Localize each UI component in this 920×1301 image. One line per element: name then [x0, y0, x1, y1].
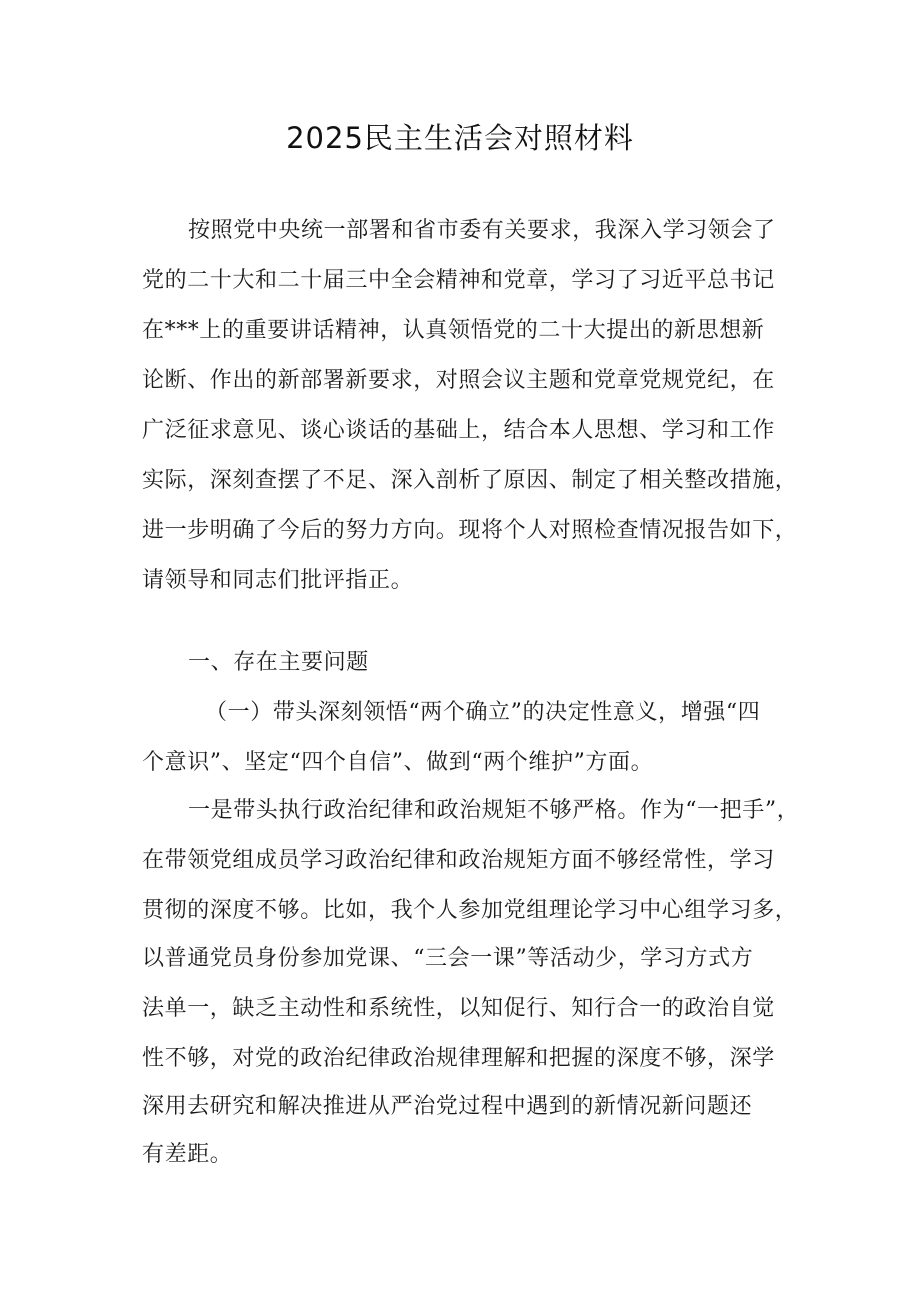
- intro-line: 广泛征求意见、谈心谈话的基础上，结合本人思想、学习和工作: [142, 418, 775, 443]
- point-line: 法单一，缺乏主动性和系统性，以知促行、知行合一的政治自觉: [142, 996, 775, 1021]
- point-line: 以普通党员身份参加党课、“三会一课”等活动少，学习方式方: [142, 946, 754, 971]
- intro-line: 进一步明确了今后的努力方向。现将个人对照检查情况报告如下，: [142, 518, 798, 543]
- intro-line: 党的二十大和二十届三中全会精神和党章，学习了习近平总书记: [142, 268, 775, 293]
- subsection-line: 个意识”、坚定“四个自信”、做到“两个维护”方面。: [142, 750, 654, 775]
- document-title: 2025民主生活会对照材料: [286, 121, 634, 155]
- point-line: 一是带头执行政治纪律和政治规矩不够严格。作为“一把手”，: [188, 798, 800, 823]
- intro-line: 在***上的重要讲话精神，认真领悟党的二十大提出的新思想新: [142, 318, 765, 343]
- point-line: 深用去研究和解决推进从严治党过程中遇到的新情况新问题还: [142, 1094, 753, 1119]
- subsection-line: （一）带头深刻领悟“两个确立”的决定性意义，增强“四: [205, 700, 761, 725]
- intro-line: 请领导和同志们批评指正。: [142, 568, 414, 593]
- point-line: 在带领党组成员学习政治纪律和政治规矩方面不够经常性，学习: [142, 848, 775, 873]
- intro-line: 实际，深刻查摆了不足、深入剖析了原因、制定了相关整改措施，: [142, 468, 798, 493]
- point-line: 贯彻的深度不够。比如，我个人参加党组理论学习中心组学习多，: [142, 898, 798, 923]
- intro-line: 按照党中央统一部署和省市委有关要求，我深入学习领会了: [188, 218, 776, 243]
- point-line: 有差距。: [142, 1142, 233, 1167]
- section-heading: 一、存在主要问题: [188, 650, 369, 675]
- intro-line: 论断、作出的新部署新要求，对照会议主题和党章党规党纪，在: [142, 368, 775, 393]
- point-line: 性不够，对党的政治纪律政治规律理解和把握的深度不够，深学: [142, 1046, 775, 1071]
